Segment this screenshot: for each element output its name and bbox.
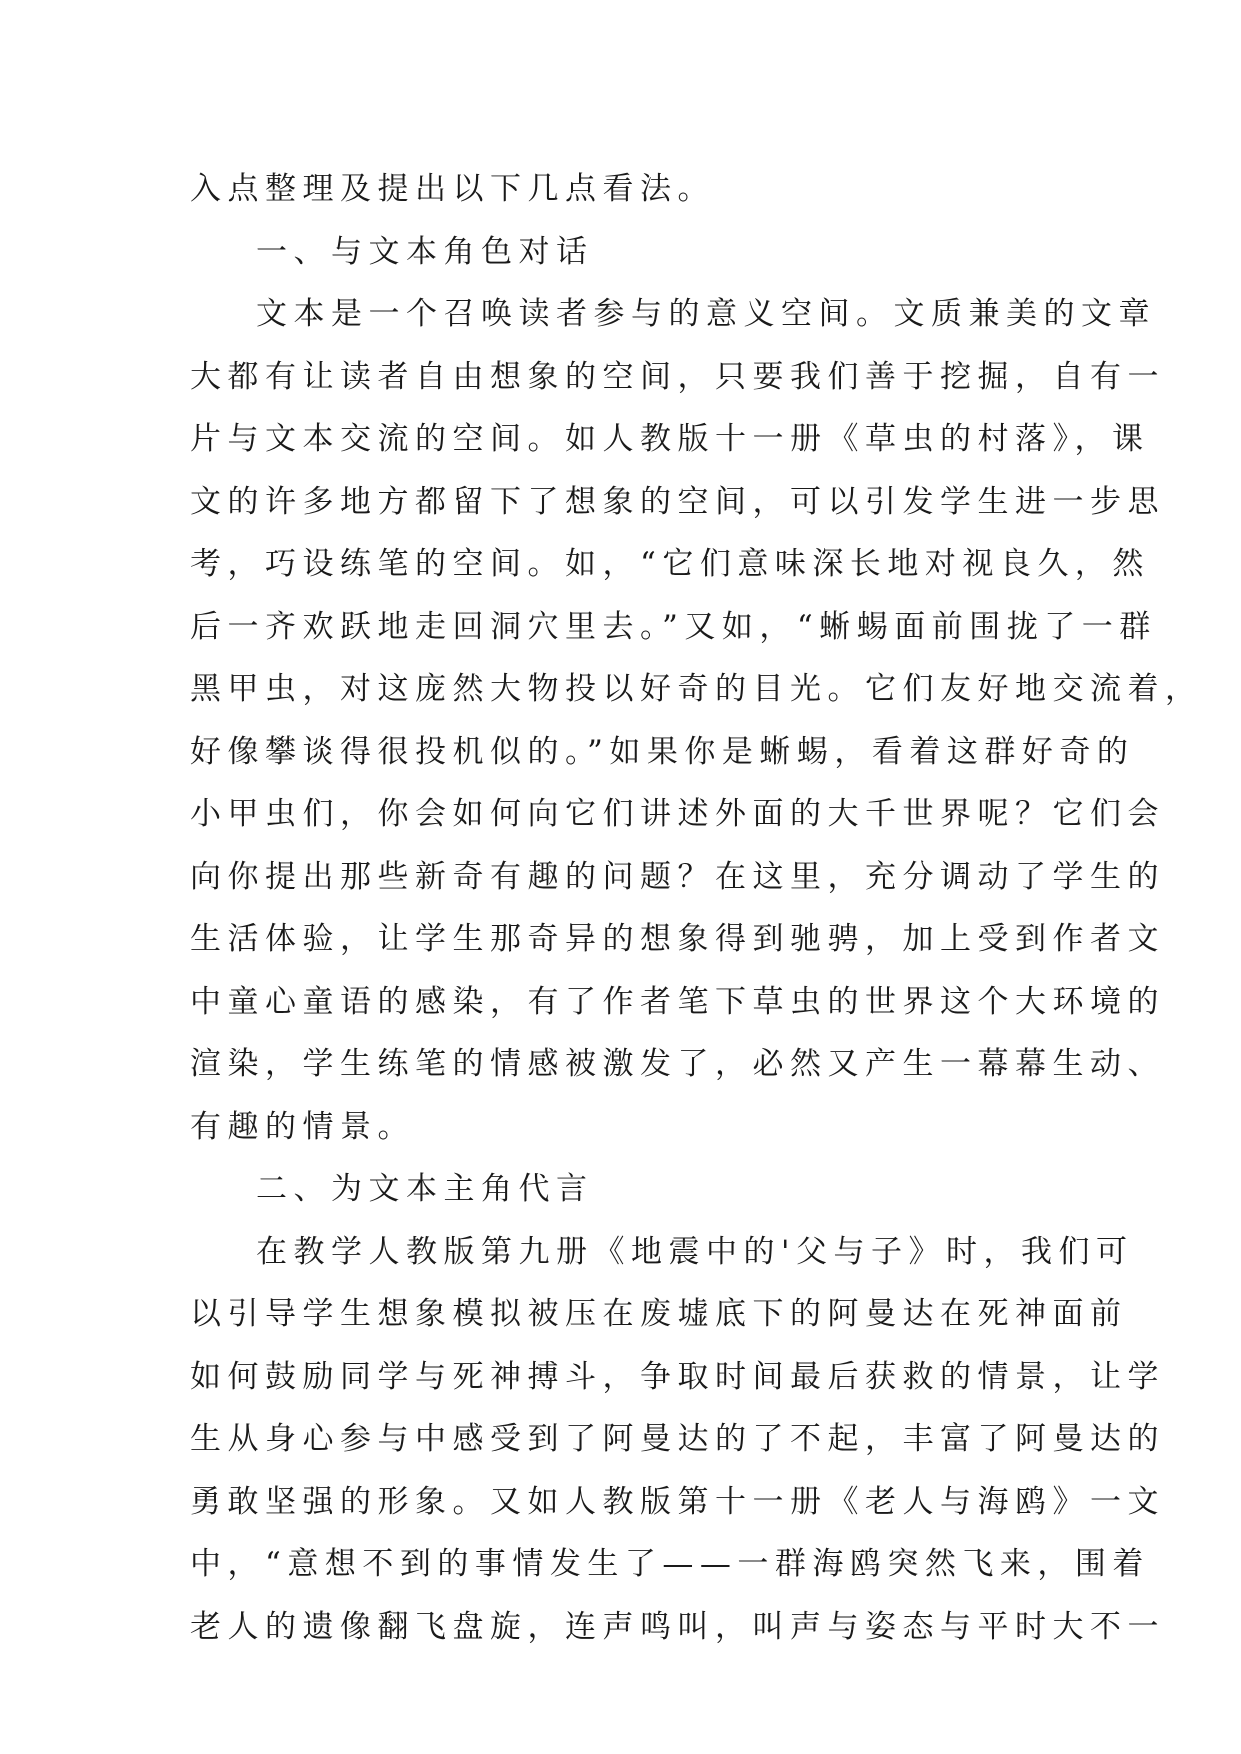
text-line: 一、与文本角色对话 (256, 233, 594, 270)
text-line: 生活体验，让学生那奇异的想象得到驰骋，加上受到作者文 (190, 921, 1165, 957)
text-line: 老人的遗像翻飞盘旋，连声鸣叫，叫声与姿态与平时大不一 (190, 1608, 1165, 1645)
text-line: 如何鼓励同学与死神搏斗，争取时间最后获救的情景，让学 (190, 1358, 1165, 1395)
text-line: 以引导学生想象模拟被压在废墟底下的阿曼达在死神面前 (190, 1296, 1128, 1332)
text-line: 入点整理及提出以下几点看法。 (190, 171, 715, 207)
text-line: 勇敢坚强的形象。又如人教版第十一册《老人与海鸥》一文 (190, 1483, 1165, 1520)
text-line: 文本是一个召唤读者参与的意义空间。文质兼美的文章 (256, 296, 1156, 332)
text-line: 文的许多地方都留下了想象的空间，可以引发学生进一步思 (190, 483, 1165, 520)
document-page (190, 158, 1203, 1658)
text-line: 中，“意想不到的事情发生了——一群海鸥突然飞来，围着 (190, 1546, 1150, 1582)
text-line: 考，巧设练笔的空间。如，“它们意味深长地对视良久，然 (190, 546, 1150, 582)
text-line: 有趣的情景。 (190, 1108, 415, 1145)
text-line: 在教学人教版第九册《地震中的'父与子》时，我们可 (256, 1233, 1134, 1270)
text-line: 二、为文本主角代言 (256, 1171, 594, 1207)
text-line: 大都有让读者自由想象的空间，只要我们善于挖掘，自有一 (190, 358, 1165, 395)
text-line: 后一齐欢跃地走回洞穴里去。”又如，“蜥蜴面前围拢了一群 (190, 608, 1157, 645)
text-line: 中童心童语的感染，有了作者笔下草虫的世界这个大环境的 (190, 983, 1165, 1020)
text-line: 渲染，学生练笔的情感被激发了，必然又产生一幕幕生动、 (190, 1046, 1165, 1082)
text-line: 小甲虫们，你会如何向它们讲述外面的大千世界呢？它们会 (190, 796, 1165, 832)
text-line: 好像攀谈得很投机似的。”如果你是蜥蜴，看着这群好奇的 (190, 733, 1135, 770)
text-line: 向你提出那些新奇有趣的问题？在这里，充分调动了学生的 (190, 858, 1165, 895)
text-line: 片与文本交流的空间。如人教版十一册《草虫的村落》，课 (190, 421, 1150, 457)
text-line: 黑甲虫，对这庞然大物投以好奇的目光。它们友好地交流着， (190, 671, 1203, 707)
text-line: 生从身心参与中感受到了阿曼达的了不起，丰富了阿曼达的 (190, 1421, 1165, 1457)
